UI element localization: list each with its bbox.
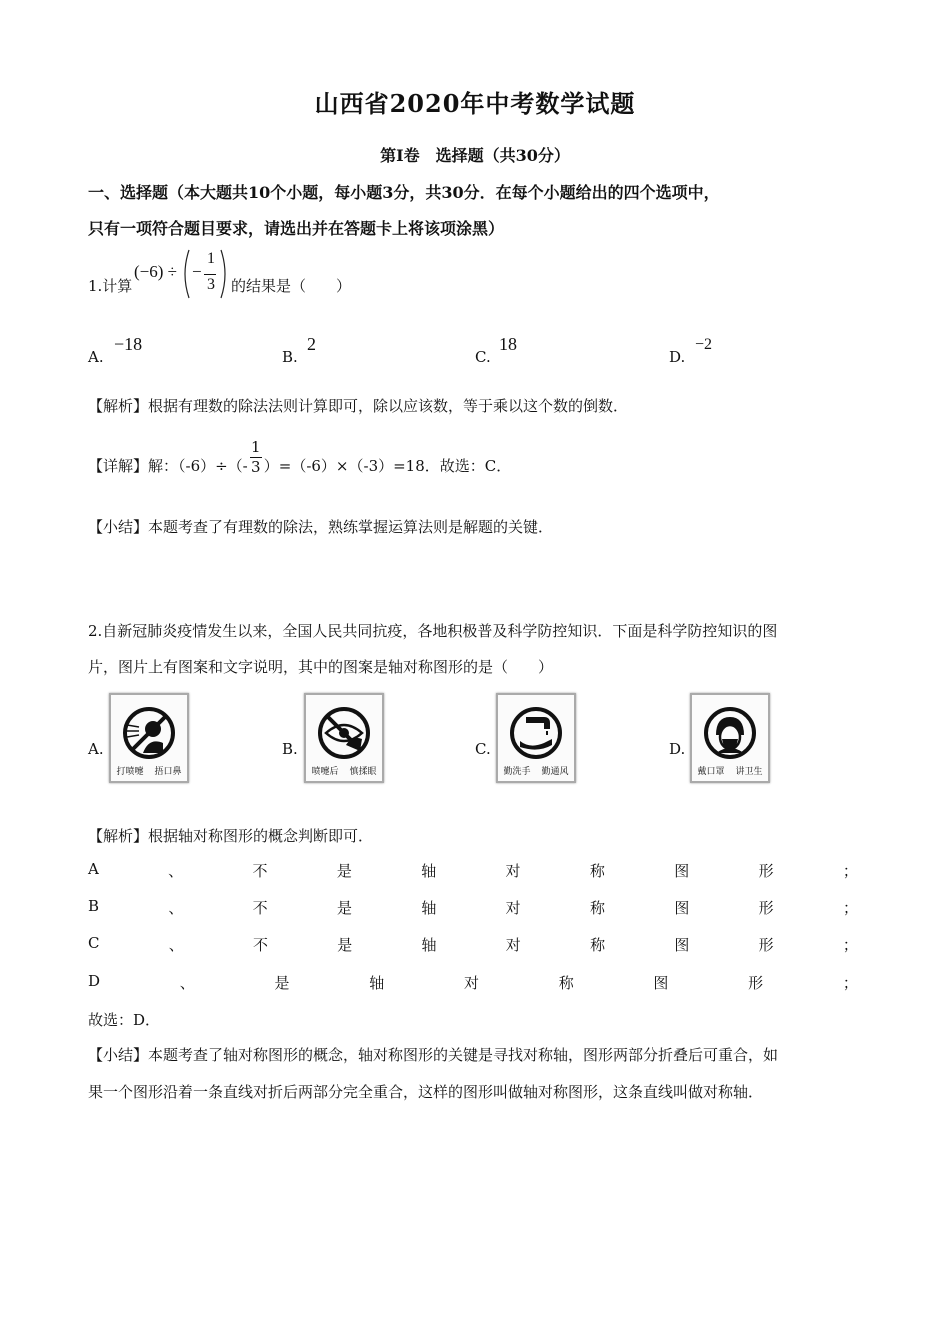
q2-option-c-label: C. [475,740,491,758]
page-title: 山西省2020年中考数学试题 [314,89,636,118]
q2-summary-line1: 【小结】本题考查了轴对称图形的概念，轴对称图形的关键是寻找对称轴，图形两部分折叠后可重合，如 [88,1046,779,1064]
q1-expr-left: (−6) ÷ [134,262,177,281]
q2-line-c-token: 称 [590,936,606,954]
q2-line-b-token: ； [842,899,858,917]
q2-line-a-token: 称 [589,862,605,880]
q2-option-c-caption1: 勤洗手 [503,767,531,777]
q2-line-c [88,934,858,955]
q2-option-d-card [690,693,770,783]
q1-option-b-value: 2 [307,334,316,354]
q2-line-a-token: 对 [505,862,521,880]
q2-line-d-token: 图 [653,974,669,992]
q1-prefix: 1.计算 [88,277,133,295]
q2-option-b-caption2: 慎揉眼 [349,767,377,777]
q1-frac-num: 1 [207,250,215,267]
q2-answer: 故选：D． [88,1011,161,1029]
q2-option-a-card [109,693,189,783]
q1-detail-frac-num: 1 [250,437,261,456]
q1-option-d-label: D. [669,348,686,366]
q2-line-c-token: 是 [337,936,353,954]
q1-option-a-label: A. [88,348,104,366]
q2-line-b-token: 形 [758,899,774,917]
q2-line-b-token: 是 [337,899,353,917]
q1-frac-sign: − [192,262,202,281]
q2-line-c-token: 轴 [421,936,437,954]
q1-paren-fraction [183,248,227,300]
q2-line-b-token: 不 [252,899,268,917]
q1-frac-den: 3 [207,276,215,293]
q2-option-d-caption2: 讲卫生 [735,767,763,777]
q1-option-c-label: C. [475,348,491,366]
q2-line-c-token: ； [842,936,858,954]
q1-summary: 【小结】本题考查了有理数的除法，熟练掌握运算法则是解题的关键． [88,518,554,536]
q2-line-a-token: 是 [336,862,352,880]
q2-option-a-label: A. [88,740,104,758]
sneeze-icon [121,705,177,761]
q2-line-b-token: B [88,897,100,915]
q2-line-d-token: 形 [748,974,764,992]
q2-line-b-token: 对 [505,899,521,917]
q2-stem-line1: 2.自新冠肺炎疫情发生以来，全国人民共同抗疫，各地积极普及科学防控知识．下面是科学防控知识的图 [88,622,778,640]
q2-option-a-caption2: 捂口鼻 [154,767,182,777]
q1-detail [88,437,512,476]
q1-detail-frac-den: 3 [250,457,261,476]
q2-line-b-token: 、 [168,899,184,917]
q2-line-d-token: 是 [274,974,290,992]
q1-detail-prefix: 【详解】解：（-6）÷（- [88,457,248,475]
q2-option-b-caption1: 喷嚏后 [311,767,339,777]
q2-analysis: 【解析】根据轴对称图形的概念判断即可． [88,827,374,845]
hand-wash-icon [508,705,564,761]
q2-line-b [88,897,858,918]
q2-line-c-token: 形 [758,936,774,954]
q2-option-a-caption1: 打喷嚏 [116,767,144,777]
q2-line-d-token: 称 [558,974,574,992]
q2-line-c-token: 不 [253,936,269,954]
q2-line-a-token: 形 [758,862,774,880]
q2-line-a-token: ； [842,862,858,880]
q1-frac-bar [204,274,216,275]
q2-line-d-token: 轴 [369,974,385,992]
q1-option-b-label: B. [282,348,298,366]
q2-line-d-token: 对 [463,974,479,992]
q2-line-b-token: 称 [589,899,605,917]
q2-line-d-token: D [88,972,101,990]
q1-detail-suffix: ）=（-6）×（-3）=18．故选：C． [263,457,512,475]
section-heading-line1: 一、选择题（本大题共10个小题，每小题3分，共30分．在每个小题给出的四个选项中， [88,183,720,202]
q2-line-b-token: 图 [674,899,690,917]
section-heading-line2: 只有一项符合题目要求，请选出并在答题卡上将该项涂黑） [88,219,505,238]
q2-line-a-token: 不 [252,862,268,880]
q2-option-c-card [496,693,576,783]
q2-line-c-token: 图 [674,936,690,954]
q2-line-d [88,972,858,993]
q2-option-d-label: D. [669,740,686,758]
q2-line-c-token: 对 [505,936,521,954]
q1-detail-fraction [250,439,262,476]
q2-line-c-token: C [88,934,100,952]
q2-line-c-token: 、 [168,936,184,954]
q2-stem-line2: 片，图片上有图案和文字说明，其中的图案是轴对称图形的是（ ） [88,658,554,676]
q2-option-b-card [304,693,384,783]
q2-line-a-token: 图 [674,862,690,880]
q2-line-b-token: 轴 [421,899,437,917]
q2-line-d-token: ； [842,974,858,992]
q1-option-c-value: 18 [499,334,517,354]
section-subtitle: 第Ⅰ卷 选择题（共30分） [380,146,570,165]
no-eye-rub-icon [316,705,372,761]
q2-line-a-token: 轴 [421,862,437,880]
q2-option-b-label: B. [282,740,298,758]
q2-line-a-token: 、 [168,862,184,880]
q1-suffix: 的结果是（ ） [231,277,352,295]
q1-option-d-value: −2 [695,336,713,353]
q2-option-c-caption2: 勤通风 [541,767,569,777]
q2-summary-line2: 果一个图形沿着一条直线对折后两部分完全重合，这样的图形叫做轴对称图形，这条直线叫做对称轴． [88,1083,764,1101]
q2-line-d-token: 、 [179,974,195,992]
q1-option-a-value: −18 [114,334,143,354]
q2-line-a-token: A [88,860,99,878]
mask-icon [702,705,758,761]
q1-analysis: 【解析】根据有理数的除法法则计算即可，除以应该数，等于乘以这个数的倒数． [88,397,629,415]
q2-line-a [88,860,858,881]
q2-option-d-caption1: 戴口罩 [697,767,725,777]
